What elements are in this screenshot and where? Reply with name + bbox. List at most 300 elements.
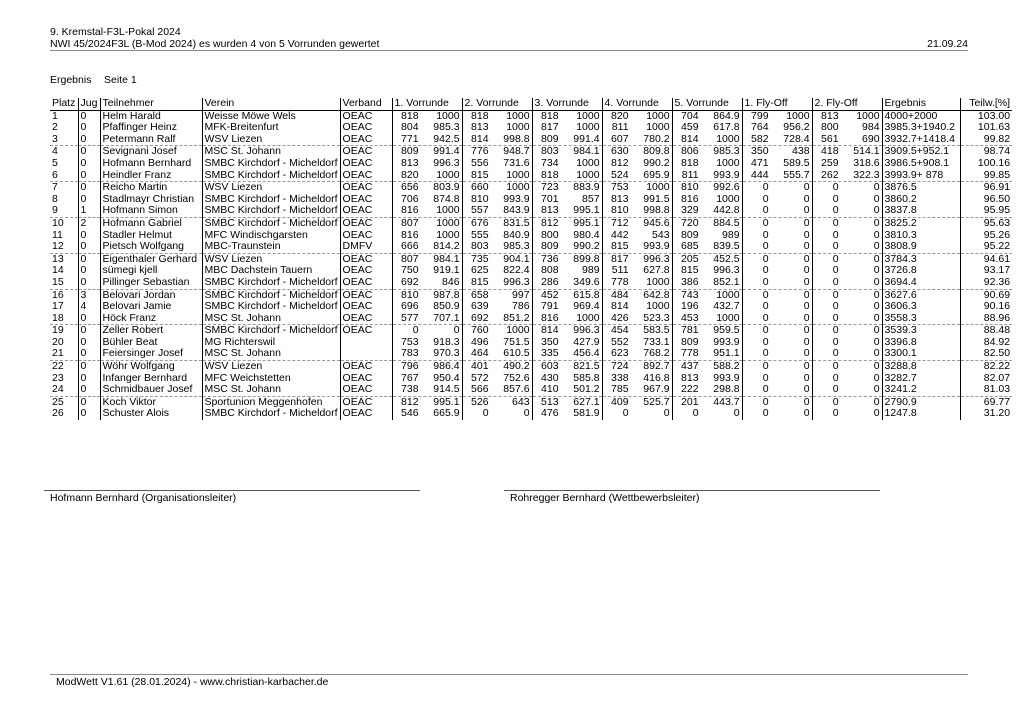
raw-score: 750: [401, 265, 419, 277]
table-row: [50, 361, 1012, 373]
fly-off-2-cell-values: [815, 325, 880, 337]
participant-name: Reicho Martin: [100, 182, 202, 194]
vorrunde-1-cell: [392, 384, 462, 396]
jugend-cell: 0: [78, 241, 100, 253]
raw-score: 658: [471, 289, 489, 301]
vorrunde-2-cell: [462, 194, 532, 206]
percentage-cell: 88.96: [960, 313, 1012, 325]
raw-score: 0: [762, 372, 769, 384]
vorrunde-1-cell: [392, 348, 462, 360]
vorrunde-2-cell-values: [465, 408, 530, 420]
raw-score: 803: [541, 145, 559, 158]
vorrunde-5-cell: [672, 146, 742, 158]
vorrunde-3-cell-values: [535, 313, 600, 325]
fly-off-2-cell: [812, 253, 882, 265]
vorrunde-1-cell-values: [395, 122, 460, 134]
raw-score: 767: [401, 372, 419, 384]
fly-off-2-cell: [812, 170, 882, 182]
vorrunde-3-cell: [532, 289, 602, 301]
points: 1000: [716, 157, 740, 169]
vorrunde-2-cell-values: [465, 158, 530, 170]
club-cell: SMBC Kirchdorf - Micheldorf: [202, 194, 340, 206]
fly-off-2-cell: [812, 289, 882, 301]
points: 610.5: [503, 348, 530, 360]
vorrunde-2-cell-values: [465, 397, 530, 409]
result-cell: 3288.8: [882, 361, 960, 373]
vorrunde-1-cell-values: [395, 111, 460, 123]
points: 786: [512, 301, 530, 313]
raw-score: 800: [821, 122, 839, 134]
points: 993.9: [643, 241, 670, 253]
participant-name: Koch Viktor: [100, 396, 202, 408]
raw-score: 656: [401, 181, 419, 194]
raw-score: 0: [762, 253, 769, 265]
points: 993.9: [713, 372, 740, 384]
points: 899.8: [573, 253, 600, 265]
points: 840.9: [503, 229, 530, 241]
points: 1000: [576, 169, 600, 181]
club-cell: MFK-Breitenfurt: [202, 122, 340, 134]
raw-score: 0: [762, 408, 769, 420]
col-header-teilnehmer: Teilnehmer: [100, 98, 202, 110]
vorrunde-4-cell: [602, 301, 672, 313]
fly-off-1-cell: [742, 122, 812, 134]
result-cell: 3932.7+1418.4: [882, 134, 960, 146]
vorrunde-3-cell: [532, 408, 602, 420]
vorrunde-5-cell: [672, 241, 742, 253]
fly-off-2-cell: [812, 265, 882, 277]
result-cell: 3825.2: [882, 217, 960, 229]
fly-off-2-cell-values: [815, 170, 880, 182]
raw-score: 815: [471, 169, 489, 181]
points: 969.4: [573, 301, 600, 313]
percentage-cell: 96.50: [960, 194, 1012, 206]
points: 728.4: [783, 133, 810, 145]
header-rule: [50, 50, 968, 51]
vorrunde-1-cell-values: [395, 337, 460, 349]
points: 0: [803, 312, 810, 324]
points: 733.1: [643, 336, 670, 348]
vorrunde-2-cell: [462, 146, 532, 158]
place-cell: 24: [50, 384, 78, 396]
vorrunde-5-cell: [672, 205, 742, 217]
vorrunde-2-cell: [462, 361, 532, 373]
raw-score: 816: [681, 193, 699, 205]
fly-off-1-cell-values: [745, 134, 810, 146]
vorrunde-4-cell-values: [605, 373, 670, 385]
percentage-cell: 81.03: [960, 384, 1012, 396]
vorrunde-4-cell-values: [605, 134, 670, 146]
vorrunde-4-cell: [602, 408, 672, 420]
points: 0: [803, 372, 810, 384]
raw-score: 806: [681, 145, 699, 158]
fly-off-1-cell-values: [745, 384, 810, 396]
points: 0: [803, 205, 810, 217]
participant-name: Schuster Alois: [100, 408, 202, 420]
raw-score: 625: [471, 265, 489, 277]
percentage-cell: 95.63: [960, 217, 1012, 229]
vorrunde-5-cell-values: [675, 361, 740, 373]
participant-name: Schmidbauer Josef: [100, 384, 202, 396]
raw-score: 0: [832, 301, 839, 313]
result-cell: 3784.3: [882, 253, 960, 265]
raw-score: 778: [611, 276, 629, 288]
raw-score: 0: [762, 312, 769, 324]
raw-score: 771: [401, 133, 419, 145]
print-date: 21.09.24: [927, 38, 968, 50]
vorrunde-2-cell: [462, 253, 532, 265]
raw-score: 803: [471, 241, 489, 253]
vorrunde-1-cell-values: [395, 134, 460, 146]
points: 432.7: [713, 301, 740, 313]
vorrunde-1-cell: [392, 408, 462, 420]
raw-score: 561: [821, 133, 839, 145]
vorrunde-1-cell: [392, 205, 462, 217]
vorrunde-2-cell: [462, 158, 532, 170]
vorrunde-5-cell-values: [675, 337, 740, 349]
raw-score: 286: [541, 276, 559, 288]
result-cell: 3726.8: [882, 265, 960, 277]
raw-score: 222: [681, 384, 699, 396]
vorrunde-4-cell-values: [605, 290, 670, 302]
points: 643: [512, 396, 530, 408]
jugend-cell: 0: [78, 337, 100, 349]
points: 0: [873, 229, 880, 241]
fly-off-2-cell: [812, 230, 882, 242]
fly-off-2-cell: [812, 194, 882, 206]
points: 846: [442, 276, 460, 288]
association-cell: OEAC: [340, 253, 392, 265]
vorrunde-3-cell-values: [535, 146, 600, 158]
vorrunde-4-cell-values: [605, 337, 670, 349]
table-row: [50, 396, 1012, 408]
points: 951.1: [713, 348, 740, 360]
participant-name: Hofmann Gabriel: [100, 217, 202, 229]
jugend-cell: 0: [78, 408, 100, 420]
points: 0: [663, 408, 670, 420]
vorrunde-1-cell: [392, 134, 462, 146]
vorrunde-4-cell: [602, 194, 672, 206]
vorrunde-2-cell-values: [465, 265, 530, 277]
vorrunde-1-cell: [392, 110, 462, 122]
vorrunde-3-cell-values: [535, 230, 600, 242]
points: 1000: [646, 181, 670, 194]
percentage-cell: 90.69: [960, 289, 1012, 301]
raw-score: 0: [762, 217, 769, 229]
col-header-vorrunde-2: 2. Vorrunde: [462, 98, 532, 110]
vorrunde-4-cell-values: [605, 384, 670, 396]
raw-score: 724: [611, 360, 629, 373]
vorrunde-1-cell: [392, 289, 462, 301]
points: 322.3: [853, 169, 880, 181]
points: 991.4: [573, 133, 600, 145]
raw-score: 814: [681, 133, 699, 145]
points: 970.3: [433, 348, 460, 360]
raw-score: 776: [471, 145, 489, 158]
col-header-fly-off-1: 1. Fly-Off: [742, 98, 812, 110]
percentage-cell: 101.63: [960, 122, 1012, 134]
points: 695.9: [643, 169, 670, 181]
vorrunde-2-cell-values: [465, 361, 530, 373]
vorrunde-2-cell: [462, 313, 532, 325]
place-cell: 11: [52, 229, 63, 241]
raw-score: 0: [482, 408, 489, 420]
participant-name: Belovari Jamie: [100, 301, 202, 313]
vorrunde-5-cell: [672, 384, 742, 396]
fly-off-1-cell-values: [745, 230, 810, 242]
raw-score: 453: [681, 312, 699, 324]
raw-score: 513: [541, 396, 559, 408]
points: 996.3: [503, 276, 530, 288]
vorrunde-4-cell: [602, 158, 672, 170]
percentage-cell: 92.36: [960, 277, 1012, 289]
vorrunde-3-cell: [532, 373, 602, 385]
percentage-cell: 31.20: [960, 408, 1012, 420]
points: 1000: [646, 122, 670, 134]
raw-score: 0: [762, 396, 769, 408]
club-cell: MFC Weichstetten: [202, 373, 340, 385]
raw-score: 734: [541, 157, 559, 169]
vorrunde-4-cell: [602, 277, 672, 289]
participant-name: Petermann Ralf: [100, 134, 202, 146]
association-cell: OEAC: [340, 277, 392, 289]
points: 948.7: [503, 145, 530, 158]
fly-off-1-cell: [742, 337, 812, 349]
fly-off-1-cell-values: [745, 182, 810, 194]
fly-off-2-cell-values: [815, 384, 880, 396]
raw-score: 743: [681, 289, 699, 301]
raw-score: 0: [762, 336, 769, 348]
association-cell: OEAC: [340, 146, 392, 158]
place-cell: 26: [52, 408, 64, 420]
fly-off-2-cell-values: [815, 373, 880, 385]
fly-off-2-cell-values: [815, 254, 880, 266]
vorrunde-2-cell-values: [465, 325, 530, 337]
fly-off-1-cell-values: [745, 122, 810, 134]
vorrunde-2-cell-values: [465, 313, 530, 325]
vorrunde-5-cell-values: [675, 301, 740, 313]
points: 985.3: [503, 241, 530, 253]
place-cell: 12: [50, 241, 78, 253]
fly-off-2-cell: [812, 384, 882, 396]
fly-off-1-cell-values: [745, 170, 810, 182]
raw-score: 0: [762, 193, 769, 205]
jugend-cell: 3: [78, 289, 100, 301]
raw-score: 454: [611, 324, 629, 337]
raw-score: 0: [832, 408, 839, 420]
association-cell: OEAC: [340, 408, 392, 420]
raw-score: 0: [762, 181, 769, 194]
vorrunde-1-cell: [392, 182, 462, 194]
points: 989: [722, 229, 740, 241]
vorrunde-1-cell: [392, 217, 462, 229]
points: 998.8: [643, 205, 670, 217]
points: 585.8: [573, 372, 600, 384]
vorrunde-1-cell-values: [395, 384, 460, 396]
vorrunde-4-cell: [602, 170, 672, 182]
fly-off-1-cell-values: [745, 146, 810, 158]
points: 851.2: [503, 312, 530, 324]
vorrunde-3-cell-values: [535, 337, 600, 349]
points: 967.9: [643, 384, 670, 396]
points: 0: [873, 253, 880, 265]
points: 942.5: [433, 133, 460, 145]
raw-score: 426: [611, 312, 629, 324]
vorrunde-5-cell-values: [675, 290, 740, 302]
result-cell: 3986.5+908.1: [882, 158, 960, 170]
points: 298.8: [713, 384, 740, 396]
vorrunde-4-cell: [602, 230, 672, 242]
vorrunde-5-cell: [672, 277, 742, 289]
vorrunde-4-cell: [602, 337, 672, 349]
vorrunde-4-cell: [602, 361, 672, 373]
percentage-cell: 103.00: [960, 110, 1012, 122]
table-row: [50, 170, 1012, 182]
raw-score: 201: [681, 396, 699, 408]
association-cell: OEAC: [340, 384, 392, 396]
participant-name: Feiersinger Josef: [100, 348, 202, 360]
vorrunde-3-cell-values: [535, 218, 600, 230]
points: 809.8: [643, 145, 670, 158]
points: 0: [803, 408, 810, 420]
points: 883.9: [573, 181, 600, 194]
fly-off-1-cell: [742, 182, 812, 194]
association-cell: OEAC: [340, 217, 392, 229]
table-row: [50, 337, 1012, 349]
table-row: [50, 301, 1012, 313]
points: 0: [873, 336, 880, 348]
vorrunde-2-cell: [462, 277, 532, 289]
vorrunde-3-cell-values: [535, 277, 600, 289]
raw-score: 712: [611, 217, 629, 229]
raw-score: 753: [401, 336, 419, 348]
points: 438: [792, 145, 810, 158]
col-header-verband: Verband: [340, 98, 392, 110]
association-cell: OEAC: [340, 194, 392, 206]
points: 443.7: [713, 396, 740, 408]
vorrunde-2-cell-values: [465, 301, 530, 313]
association-cell: OEAC: [340, 158, 392, 170]
fly-off-1-cell-values: [745, 361, 810, 373]
club-cell: WSV Liezen: [202, 361, 340, 373]
raw-score: 0: [832, 217, 839, 229]
vorrunde-3-cell: [532, 301, 602, 313]
raw-score: 386: [681, 276, 699, 288]
vorrunde-2-cell: [462, 110, 532, 122]
fly-off-1-cell: [742, 289, 812, 301]
percentage-cell: 95.22: [960, 241, 1012, 253]
vorrunde-4-cell: [602, 373, 672, 385]
percentage-cell: 93.17: [960, 265, 1012, 277]
signature-wettbewerbsleiter: Rohregger Bernhard (Wettbewerbsleiter): [510, 492, 700, 504]
points: 852.1: [713, 276, 740, 288]
fly-off-2-cell-values: [815, 337, 880, 349]
fly-off-2-cell-values: [815, 265, 880, 277]
points: 768.2: [643, 348, 670, 360]
vorrunde-2-cell-values: [465, 218, 530, 230]
raw-score: 706: [401, 193, 419, 205]
place-cell: 2: [52, 122, 58, 134]
club-cell: WSV Liezen: [202, 182, 340, 194]
points: 0: [453, 324, 460, 337]
vorrunde-1-cell: [392, 265, 462, 277]
association-cell: OEAC: [340, 170, 392, 182]
vorrunde-5-cell: [672, 158, 742, 170]
raw-score: 781: [681, 324, 699, 337]
place-cell: 3: [50, 134, 78, 146]
raw-score: 0: [762, 289, 769, 301]
points: 0: [803, 181, 810, 194]
result-cell: 3539.3: [882, 325, 960, 337]
fly-off-2-cell-values: [815, 182, 880, 194]
jugend-cell: 0: [78, 134, 100, 146]
points: 1000: [786, 110, 810, 122]
points: 442.8: [713, 205, 740, 217]
vorrunde-3-cell-values: [535, 194, 600, 206]
raw-score: 796: [401, 360, 419, 373]
vorrunde-4-cell: [602, 384, 672, 396]
participant-name: Bühler Beat: [100, 337, 202, 349]
points: 0: [873, 408, 880, 420]
points: 993.9: [503, 193, 530, 205]
place-cell: 5: [52, 157, 58, 169]
table-row: [50, 205, 1012, 217]
points: 0: [873, 276, 880, 288]
fly-off-2-cell-values: [815, 301, 880, 313]
fly-off-1-cell: [742, 265, 812, 277]
points: 839.5: [713, 241, 740, 253]
club-cell: MSC St. Johann: [202, 348, 340, 360]
club-cell: SMBC Kirchdorf - Micheldorf: [202, 217, 340, 229]
place-cell: 6: [50, 170, 78, 182]
raw-score: 262: [821, 169, 839, 181]
points: 0: [803, 229, 810, 241]
col-header-jug: Jug: [78, 98, 100, 110]
vorrunde-3-cell: [532, 170, 602, 182]
raw-score: 807: [401, 217, 419, 229]
points: 996.3: [643, 253, 670, 265]
vorrunde-1-cell-values: [395, 408, 460, 420]
vorrunde-2-cell: [462, 230, 532, 242]
association-cell: OEAC: [340, 265, 392, 277]
vorrunde-1-cell: [392, 194, 462, 206]
vorrunde-2-cell-values: [465, 134, 530, 146]
participant-name: Hofmann Simon: [100, 205, 202, 217]
fly-off-1-cell: [742, 396, 812, 408]
section-label: Ergebnis: [50, 74, 92, 86]
vorrunde-4-cell-values: [605, 205, 670, 217]
club-cell: WSV Liezen: [202, 253, 340, 265]
fly-off-1-cell-values: [745, 194, 810, 206]
points: 0: [803, 336, 810, 348]
raw-score: 660: [471, 181, 489, 194]
raw-score: 350: [541, 336, 559, 348]
vorrunde-4-cell-values: [605, 254, 670, 266]
association-cell: OEAC: [340, 325, 392, 337]
raw-score: 676: [471, 217, 489, 229]
place-cell: 15: [50, 277, 78, 289]
vorrunde-4-cell-values: [605, 218, 670, 230]
vorrunde-1-cell: [392, 396, 462, 408]
jugend-cell: 4: [78, 301, 100, 313]
raw-score: 459: [681, 122, 699, 134]
vorrunde-1-cell: [392, 313, 462, 325]
points: 884.5: [713, 217, 740, 229]
raw-score: 335: [541, 348, 559, 360]
raw-score: 350: [751, 145, 769, 158]
participant-name: Helm Harald: [100, 110, 202, 122]
vorrunde-1-cell-values: [395, 361, 460, 373]
